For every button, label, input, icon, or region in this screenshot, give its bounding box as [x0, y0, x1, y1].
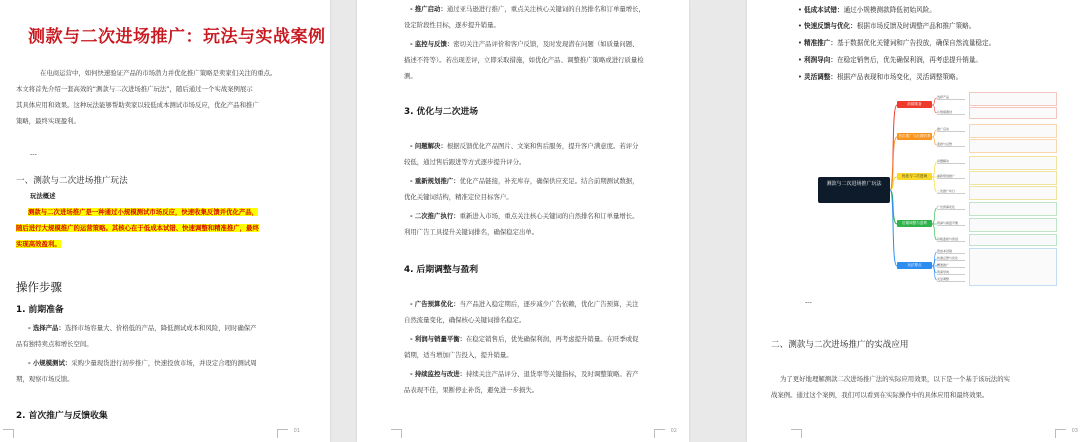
mind-map-leaf: 广告预算优化: [937, 205, 965, 210]
mind-map-leaf: 利润与销量平衡: [937, 221, 965, 226]
bullet-item: • 低成本试错：通过小规模测款降低初始风险。: [798, 6, 936, 14]
section-heading: 一、测款与二次进场推广玩法: [16, 176, 128, 186]
line-text: 重新进入市场，重点关注核心关键词的自然排名和订单量增长。: [459, 212, 639, 220]
key-term: 低成本试错：: [804, 6, 844, 14]
mind-map-node: 后期调整与盈利: [897, 220, 932, 227]
bullet-item: • 精准推广：基于数据优化关键词和广告投放，确保自然流量稳定。: [798, 39, 996, 47]
paragraph-line: 测。: [404, 72, 417, 80]
intro-line: 策略，最终实现盈利。: [16, 117, 80, 125]
bullet-item: • 快速反馈与优化：根据市场反馈及时调整产品和推广策略。: [798, 22, 976, 30]
key-term: 利润导向：: [804, 56, 837, 64]
highlight-text: 实现高效盈利。: [16, 240, 61, 248]
mind-map-node: 首次推广与反馈收集: [898, 134, 931, 138]
line-text: 根据反馈优化产品图片、文案和售后服务，提升客户满意度。若评分: [446, 142, 639, 150]
key-term: 灵活调整：: [804, 73, 837, 81]
document-page-1: [0, 0, 330, 442]
mind-map-leaf: 低成本试错: [937, 249, 965, 254]
subheading: 玩法概述: [30, 192, 56, 200]
key-term: 精准推广：: [804, 39, 837, 47]
separator: ---: [30, 150, 37, 158]
corner-mark: [791, 429, 802, 438]
mind-map-detail: [969, 171, 1057, 185]
highlight-line: [16, 238, 61, 251]
mind-map-detail: [969, 156, 1057, 170]
document-page-2: [357, 0, 689, 442]
paragraph-line: 描述不符等）。若出现差评，立即采取措施，如优化产品、调整推广策略或进行质量检: [404, 56, 644, 64]
highlight-line: [16, 222, 259, 235]
key-term: - 广告预算优化：: [410, 300, 460, 308]
mind-map-detail: [969, 107, 1057, 119]
mind-map-leaf: 推广启动: [937, 127, 965, 132]
mind-map-leaf: 问题解决: [937, 159, 965, 164]
connector-line: [890, 190, 897, 266]
mind-map-detail: [969, 186, 1057, 200]
paragraph-line: [28, 357, 257, 370]
paragraph-line: 品表现不佳，果断停止补货，避免进一步损失。: [404, 386, 539, 394]
highlight-text: 测款与二次进场推广是一种通过小规模测试市场反应，快速收集反馈并优化产品，: [28, 208, 259, 216]
mind-map-detail: [969, 248, 1057, 286]
key-term: - 小规模测试：: [28, 359, 72, 367]
mind-map-detail: [969, 218, 1057, 232]
bullet-item: • 利润导向：在稳定销售后，优先确保利润，再考虑提升销量。: [798, 56, 983, 64]
paragraph-line: 为了更好地理解测款二次进场推广法的实际应用效果，以下是一个基于该玩法的实: [780, 375, 1011, 383]
line-text: 通过小规模测款降低初始风险。: [843, 6, 936, 14]
key-term: - 重新规划推广：: [410, 177, 460, 185]
key-term: - 问题解决：: [410, 142, 447, 150]
page-number: 03: [1071, 428, 1078, 434]
corner-mark: [3, 429, 14, 438]
line-text: 通过亚马逊进行推广，重点关注核心关键词的自然排名和订单量增长，: [446, 5, 645, 13]
line-text: 在稳定销售后，优先确保利润，再考虑提升销量。: [836, 56, 983, 64]
steps-heading: 操作步骤: [16, 280, 62, 294]
paragraph-line: [410, 210, 639, 223]
mind-map-leaf: 重新规划推广: [937, 174, 965, 179]
mind-map-node: 优化与二次进场: [897, 173, 932, 180]
key-term: - 监控与反馈：: [410, 40, 454, 48]
corner-mark: [391, 429, 402, 438]
corner-mark: [654, 429, 665, 438]
step-heading: 3. 优化与二次进场: [404, 107, 479, 117]
document-page-3: [747, 0, 1080, 442]
mind-map-leaf: 精准推广: [937, 263, 965, 268]
bullet-item: • 灵活调整：根据产品表现和市场变化，灵活调整策略。: [798, 73, 963, 81]
step-heading: 2. 首次推广与反馈收集: [16, 411, 108, 421]
paragraph-line: 销期，适当增加广告投入，提升销量。: [404, 351, 513, 359]
paragraph-line: 设定阶段性目标，逐步提升销量。: [404, 21, 500, 29]
paragraph-line: [410, 140, 639, 153]
mind-map-leaf: 持续监控与改进: [937, 237, 965, 242]
mind-map-leaf: 灵活调整: [937, 277, 965, 282]
line-text: 选择市场容量大、价格低的产品，降低测试成本和风险，同时确保产: [64, 324, 257, 332]
mind-map-leaf: 小规模测试: [937, 110, 965, 115]
key-term: - 二次推广执行：: [410, 212, 460, 220]
paragraph-line: 品有独特卖点和增长空间。: [16, 340, 93, 348]
paragraph-line: [410, 38, 639, 51]
intro-line: 其具体应用和效果。这种玩法能够帮助卖家以较低成本测试市场反应，优化产品和推广: [16, 101, 259, 109]
line-text: 采购少量现货进行初步推广，快速投放市场，并设定合理的测试周: [71, 359, 257, 367]
line-text: 持续关注产品评分、退货率等关键指标，及时调整策略。若产: [466, 370, 639, 378]
highlight-text: 随后进行大规模推广的运营策略。其核心在于低成本试错、快速调整和精准推广，最终: [16, 224, 259, 232]
key-term: 快速反馈与优化：: [804, 22, 857, 30]
mind-map-root: 测款与二次进场推广玩法: [818, 177, 890, 203]
paragraph-line: [410, 298, 639, 311]
intro-line: 在电商运营中，如何快速验证产品的市场潜力并优化推广策略是卖家们关注的重点。: [40, 69, 277, 77]
section-heading: 二、测款与二次进场推广的实战应用: [771, 340, 909, 350]
mind-map-leaf: 选择产品: [937, 95, 965, 100]
paragraph-line: 优化关键词结构，精准定位目标客户。: [404, 193, 513, 201]
line-text: 基于数据优化关键词和广告投放，确保自然流量稳定。: [836, 39, 996, 47]
line-text: 当产品进入稳定期后，逐步减少广告依赖，优化广告预算，关注: [459, 300, 639, 308]
line-text: 优化产品链接，补充库存，确保供应充足。结合前期测试数据，: [459, 177, 639, 185]
mind-map-leaf: 快速反馈与优化: [937, 256, 965, 261]
line-text: 根据市场反馈及时调整产品和推广策略。: [856, 22, 976, 30]
paragraph-line: 利用广告工具提升关键词排名，确保稳定出单。: [404, 228, 539, 236]
connector-line: [890, 190, 897, 224]
page-number: 01: [293, 428, 300, 434]
paragraph-line: [410, 333, 639, 346]
mind-map-node: 前期准备: [897, 101, 932, 108]
paragraph-line: 较低，通过售后跟进等方式逐步提升评分。: [404, 158, 526, 166]
highlight-line: [28, 206, 258, 219]
mind-map-detail: [969, 202, 1057, 216]
line-text: 密切关注产品评价和客户反馈，及时发现潜在问题（如质量问题、: [453, 40, 639, 48]
paragraph-line: 战案例。通过这个案例，我们可以看到在实际操作中的具体应用和最终效果。: [771, 391, 989, 399]
mind-map-leaf: 利润导向: [937, 270, 965, 275]
step-heading: 1. 前期准备: [16, 305, 64, 315]
separator: ---: [805, 298, 812, 306]
mind-map-leaf: 二次推广执行: [937, 189, 965, 194]
mind-map-node: 玩法要点: [897, 262, 932, 269]
paragraph-line: 自然流量变化，确保核心关键词排名稳定。: [404, 316, 526, 324]
key-term: - 持续监控与改进：: [410, 370, 467, 378]
document-title: 测款与二次进场推广：玩法与实战案例: [28, 27, 326, 47]
key-term: - 选择产品：: [28, 324, 65, 332]
corner-mark: [1055, 429, 1066, 438]
mind-map-detail: [969, 139, 1057, 153]
paragraph-line: [410, 368, 639, 381]
paragraph-line: [410, 3, 645, 16]
corner-mark: [277, 429, 288, 438]
mind-map-leaf: 监控与反馈: [937, 142, 965, 147]
line-text: 在稳定销售后，优先确保利润，再考虑提升销量。在旺季或促: [466, 335, 639, 343]
mind-map-detail: [969, 92, 1057, 106]
intro-line: 本文将首先介绍一套高效的“测款与二次进场推广玩法”，随后通过一个实战案例展示: [16, 85, 253, 93]
line-text: 根据产品表现和市场变化，灵活调整策略。: [836, 73, 963, 81]
paragraph-line: [410, 175, 639, 188]
step-heading: 4. 后期调整与盈利: [404, 265, 479, 275]
paragraph-line: 期，观察市场反馈。: [16, 375, 74, 383]
paragraph-line: [28, 322, 257, 335]
mind-map-detail: [969, 234, 1057, 246]
key-term: - 利润与销量平衡：: [410, 335, 467, 343]
key-term: - 推广启动：: [410, 5, 447, 13]
mind-map-detail: [969, 124, 1057, 138]
page-number: 02: [670, 428, 677, 434]
